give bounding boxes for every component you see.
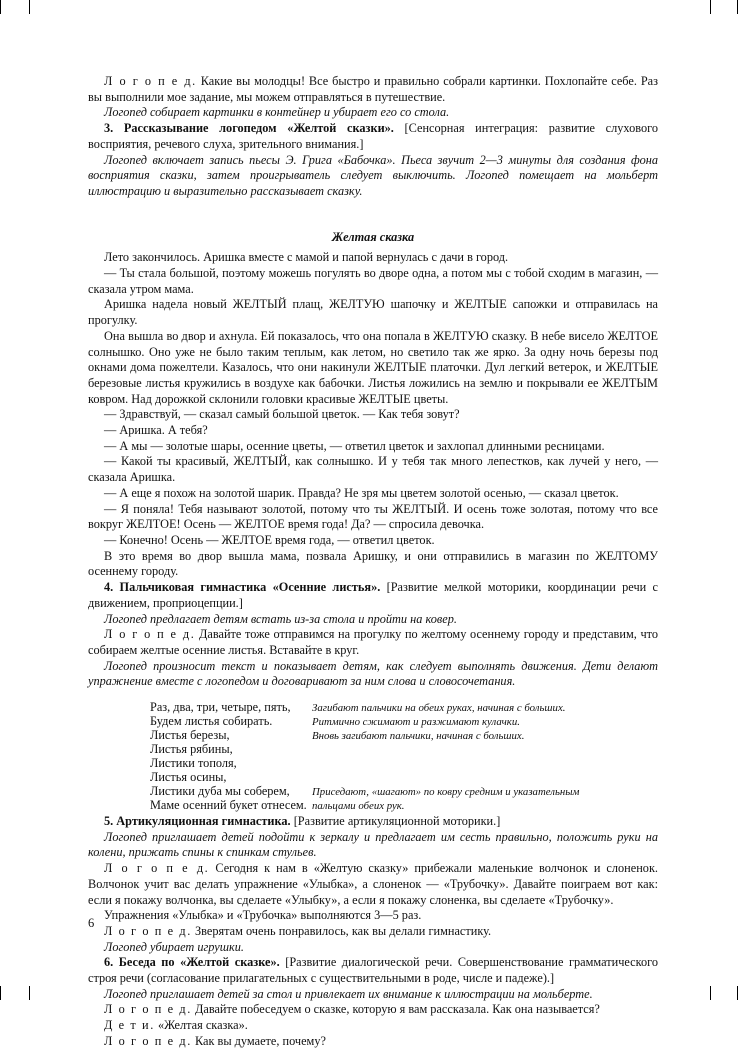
poem-note: Вновь загибают пальчики, начиная с больших. [312, 730, 525, 743]
stage-direction: Логопед предлагает детям встать из-за стола и пройти на ковер. [104, 611, 457, 626]
story-paragraph: — А еще я похож на золотой шарик. Правда? Не зря мы цветем золотой осенью, — сказал цветок. [104, 485, 619, 500]
poem-line: Листья рябины, [150, 742, 233, 757]
paragraph: Л о г о п е д. Какие вы молодцы! Все быстро и правильно собрали картинки. Похлопайте себе. Раз вы выполнили мое задание, мы можем отправляться в путешествие. [88, 74, 658, 104]
crop-mark [710, 986, 711, 1000]
story-paragraph: — Аришка. А тебя? [104, 423, 208, 438]
stage-direction: Логопед приглашает детей подойти к зеркалу и предлагает им сесть правильно, положить руки на колени, прижать спины к спинкам стульев. [88, 829, 658, 860]
crop-mark [0, 0, 1, 14]
poem-line: Маме осенний букет отнесем. [150, 798, 307, 813]
stage-direction: Логопед произносит текст и показывает детям, как следует выполнять движения. Дети делают упражнение вместе с логопедом и договаривают за ним слова и словосочетания. [88, 658, 658, 689]
paragraph: Л о г о п е д. Как вы думаете, почему? [104, 1033, 326, 1048]
stage-direction: Логопед приглашает детей за стол и привлекает их внимание к иллюстрации на мольберте. [104, 986, 593, 1001]
section-heading: 5. Артикуляционная гимнастика. [Развитие артикуляционной моторики.] [104, 814, 501, 829]
story-paragraph: Аришка надела новый ЖЕЛТЫЙ плащ, ЖЕЛТУЮ шапочку и ЖЕЛТЫЕ сапожки и отправилась на прогулку. [88, 297, 658, 328]
poem-line: Листья осины, [150, 770, 227, 785]
paragraph: Л о г о п е д. Давайте побеседуем о сказке, которую я вам рассказала. Как она называется? [104, 1002, 600, 1017]
story-paragraph: Лето закончилось. Аришка вместе с мамой и папой вернулась с дачи в город. [104, 250, 509, 265]
section-heading: 4. Пальчиковая гимнастика «Осенние листья». [Развитие мелкой моторики, координации речи с движением, проприоцепции.] [88, 580, 658, 610]
poem-line: Листья березы, [150, 728, 230, 743]
crop-mark [0, 986, 1, 1000]
crop-mark [710, 0, 711, 14]
story-paragraph: — Я поняла! Тебя называют золотой, потому что ты ЖЕЛТЫЙ. И осень тоже золотая, потому что все вокруг ЖЕЛТОЕ! Осень — ЖЕЛТОЕ время года! Да? — спросила девочка. [88, 501, 658, 532]
section-heading: 6. Беседа по «Желтой сказке». [Развитие диалогической речи. Совершенствование грамматического строя речи (согласование прилагательных с существительными в роде, числе и падеже).] [88, 955, 658, 986]
story-paragraph: Она вышла во двор и ахнула. Ей показалось, что она попала в ЖЕЛТУЮ сказку. В небе висело ЖЕЛТОЕ солнышко. Оно уже не было таким теплым, как летом, но светило так же ярко. За одну ночь березы под окнами дома пожелтели. Казалось, что они накинули ЖЕЛТЫЕ платочки. Дул легкий ветерок, и ЖЕЛТЫЕ березовые листья кружились в воздухе как бабочки. Листья ложились на землю и покрывали ее ЖЕЛТЫМ ковром. Над дорожкой склонили головки красивые ЖЕЛТЫЕ цветы. [88, 328, 658, 406]
paragraph: Л о г о п е д. Зверятам очень понравилось, как вы делали гимнастику. [104, 923, 492, 938]
story-paragraph: — Ты стала большой, поэтому можешь погулять во дворе одна, а потом мы с тобой сходим в магазин, — сказала утром мама. [88, 266, 658, 296]
crop-mark [29, 0, 30, 14]
story-title: Желтая сказка [331, 229, 415, 244]
section-heading: 3. Рассказывание логопедом «Желтой сказки». [Сенсорная интеграция: развитие слухового восприятия, речевого слуха, зрительного внимания.] [88, 121, 658, 151]
story-paragraph: — Здравствуй, — сказал самый большой цветок. — Как тебя зовут? [104, 407, 460, 422]
paragraph: Л о г о п е д. Давайте тоже отправимся на прогулку по желтому осеннему городу и представим, что собираем желтые осенние листья. Вставайте в круг. [88, 627, 658, 657]
poem-line: Будем листья собирать. [150, 714, 273, 729]
stage-direction: Логопед убирает игрушки. [104, 939, 245, 954]
story-paragraph: — Какой ты красивый, ЖЕЛТЫЙ, как солнышко. И у тебя так много лепестков, как лучей у него, — сказала Аришка. [88, 454, 658, 485]
stage-direction: Логопед включает запись пьесы Э. Грига «Бабочка». Пьеса звучит 2—3 минуты для создания фона восприятия сказки, затем проигрыватель следует выключить. Логопед помещает на мольберт иллюстрацию и выразительно рассказывает сказку. [88, 152, 658, 198]
page-number: 6 [88, 916, 95, 930]
paragraph: Д е т и. «Желтая сказка». [104, 1018, 248, 1033]
poem-note: Приседают, «шагают» по ковру средним и указательным [312, 786, 580, 799]
finger-poem [88, 700, 658, 813]
page-body [88, 74, 658, 1050]
poem-note: Ритмично сжимают и разжимают кулачки. [312, 716, 520, 729]
story-paragraph: — Конечно! Осень — ЖЕЛТОЕ время года, — ответил цветок. [104, 532, 435, 547]
poem-note: пальцами обеих рук. [312, 800, 405, 813]
poem-line: Листики тополя, [150, 756, 237, 771]
paragraph: Л о г о п е д. Сегодня к нам в «Желтую сказку» прибежали маленькие волчонок и слоненок. Волчонок учит вас делать упражнение «Улыбка», а слоненок — «Трубочку». Давайте поиграем вот как: если я покажу волчонка, вы сделаете «Улыбку», а если я покажу слоненка, вы сделаете «Трубочку». [88, 861, 658, 907]
story-paragraph: — А мы — золотые шары, осенние цветы, — ответил цветок и захлопал длинными ресницами. [104, 438, 605, 453]
poem-line: Листики дуба мы соберем, [150, 784, 290, 799]
stage-direction: Логопед собирает картинки в контейнер и убирает его со стола. [104, 105, 450, 120]
poem-line: Раз, два, три, четыре, пять, [150, 700, 291, 715]
crop-mark [29, 986, 30, 1000]
paragraph: Упражнения «Улыбка» и «Трубочка» выполняются 3—5 раз. [104, 908, 422, 923]
story-paragraph: В это время во двор вышла мама, позвала Аришку, и они отправились в магазин по ЖЕЛТОМУ осеннему городу. [88, 548, 658, 579]
poem-note: Загибают пальчики на обеих руках, начиная с больших. [312, 702, 566, 715]
